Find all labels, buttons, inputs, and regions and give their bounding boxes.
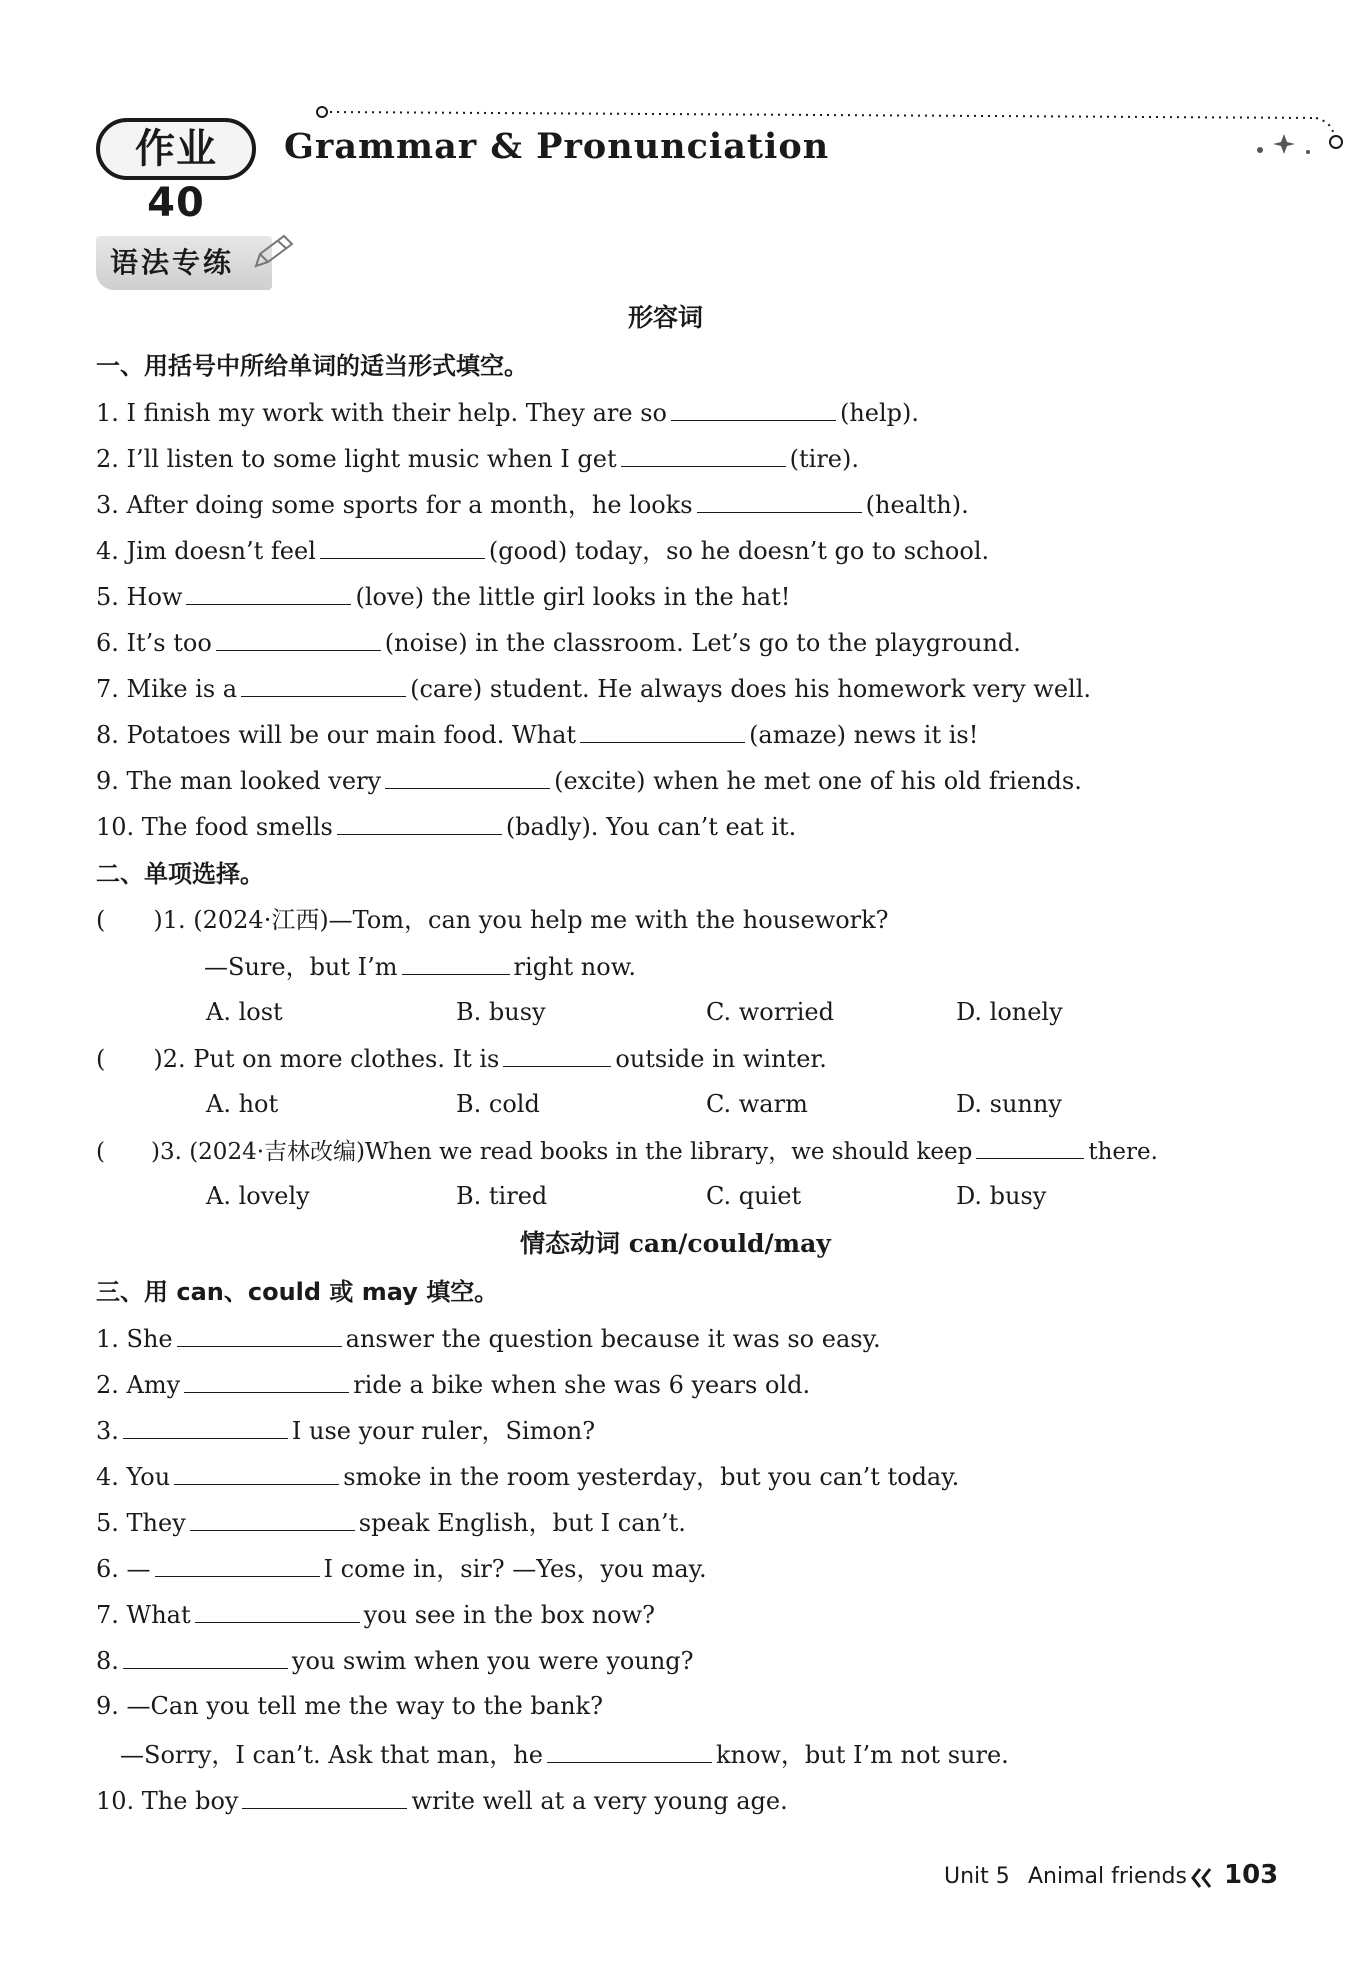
answer-blank[interactable] (320, 534, 485, 559)
answer-blank[interactable] (177, 1322, 342, 1347)
answer-blank[interactable] (697, 488, 862, 513)
list-item: 5. They speak English，but I can’t. (96, 1506, 686, 1539)
list-item: 1. I finish my work with their help. They are so (help). (96, 396, 919, 429)
list-item: —Sorry，I can’t. Ask that man，he know，but I’m not sure. (120, 1738, 1009, 1771)
list-item: 1. She answer the question because it was so easy. (96, 1322, 881, 1355)
option-c[interactable]: C. warm (706, 1090, 808, 1118)
option-d[interactable]: D. lonely (956, 998, 1063, 1026)
answer-blank[interactable] (402, 950, 510, 975)
answer-blank[interactable] (385, 764, 550, 789)
footer-unit-title: Animal friends (1028, 1864, 1187, 1889)
list-item: 2. I’ll listen to some light music when I get (tire). (96, 442, 859, 475)
list-item: 2. Amy ride a bike when she was 6 years old. (96, 1368, 810, 1401)
mc-question-line: —Sure，but I’m right now. (204, 950, 636, 983)
answer-blank[interactable] (621, 442, 786, 467)
option-a[interactable]: A. hot (206, 1090, 279, 1118)
option-b[interactable]: B. cold (456, 1090, 540, 1118)
answer-blank[interactable] (155, 1552, 320, 1577)
option-b[interactable]: B. tired (456, 1182, 548, 1210)
list-item: 8. you swim when you were young? (96, 1644, 694, 1677)
option-b[interactable]: B. busy (456, 998, 546, 1026)
answer-blank[interactable] (671, 396, 836, 421)
answer-blank[interactable] (241, 672, 406, 697)
list-item: 8. Potatoes will be our main food. What (amaze) news it is! (96, 718, 978, 751)
assignment-badge: 作业 40 (96, 118, 256, 180)
answer-blank[interactable] (190, 1506, 355, 1531)
option-a[interactable]: A. lovely (206, 1182, 310, 1210)
answer-blank[interactable] (337, 810, 502, 835)
page-number: 103 (1224, 1860, 1279, 1890)
answer-blank[interactable] (186, 580, 351, 605)
section-title-adjectives: 形容词 (628, 303, 704, 332)
pencil-icon (250, 232, 296, 272)
option-c[interactable]: C. worried (706, 998, 834, 1026)
answer-blank[interactable] (547, 1738, 712, 1763)
part1-heading: 一、用括号中所给单词的适当形式填空。 (96, 352, 528, 380)
list-item: 9. The man looked very (excite) when he met one of his old friends. (96, 764, 1082, 797)
list-item: 4. You smoke in the room yesterday，but you can’t today. (96, 1460, 959, 1493)
answer-blank[interactable] (242, 1784, 407, 1809)
list-item: 3. I use your ruler，Simon? (96, 1414, 595, 1447)
answer-blank[interactable] (976, 1134, 1084, 1159)
part3-heading: 三、用 can、could 或 may 填空。 (96, 1278, 499, 1306)
page-title: Grammar & Pronunciation (284, 126, 830, 167)
section-title-modals: 情态动词 can/could/may (520, 1229, 831, 1258)
section-tag: 语法专练 (96, 236, 272, 290)
footer-unit: Unit 5 (944, 1864, 1010, 1889)
answer-blank[interactable] (123, 1414, 288, 1439)
option-c[interactable]: C. quiet (706, 1182, 802, 1210)
list-item: 5. How (love) the little girl looks in the hat! (96, 580, 790, 613)
answer-blank[interactable] (503, 1042, 611, 1067)
answer-blank[interactable] (123, 1644, 288, 1669)
part2-heading: 二、单项选择。 (96, 860, 264, 888)
answer-blank[interactable] (184, 1368, 349, 1393)
answer-blank[interactable] (216, 626, 381, 651)
page-header (96, 112, 1256, 226)
double-chevron-left-icon (1190, 1866, 1214, 1890)
list-item: 4. Jim doesn’t feel (good) today，so he doesn’t go to school. (96, 534, 989, 567)
list-item: 10. The food smells (badly). You can’t eat it. (96, 810, 796, 843)
mc-question: ( )2. Put on more clothes. It is outside in winter. (96, 1042, 827, 1075)
answer-blank[interactable] (174, 1460, 339, 1485)
list-item: 7. Mike is a (care) student. He always does his homework very well. (96, 672, 1091, 705)
list-item: 6. — I come in，sir? —Yes，you may. (96, 1552, 707, 1585)
list-item: 10. The boy write well at a very young age. (96, 1784, 788, 1817)
answer-blank[interactable] (195, 1598, 360, 1623)
list-item: 9. —Can you tell me the way to the bank? (96, 1692, 603, 1720)
list-item: 3. After doing some sports for a month，he looks (health). (96, 488, 969, 521)
answer-blank[interactable] (580, 718, 745, 743)
option-a[interactable]: A. lost (206, 998, 283, 1026)
mc-question: ( )3. (2024·吉林改编)When we read books in the library，we should keep there. (96, 1134, 1158, 1168)
option-d[interactable]: D. busy (956, 1182, 1047, 1210)
mc-question: ( )1. (2024·江西)—Tom，can you help me with the housework? (96, 906, 889, 934)
option-d[interactable]: D. sunny (956, 1090, 1062, 1118)
list-item: 7. What you see in the box now? (96, 1598, 655, 1631)
list-item: 6. It’s too (noise) in the classroom. Let’s go to the playground. (96, 626, 1021, 659)
